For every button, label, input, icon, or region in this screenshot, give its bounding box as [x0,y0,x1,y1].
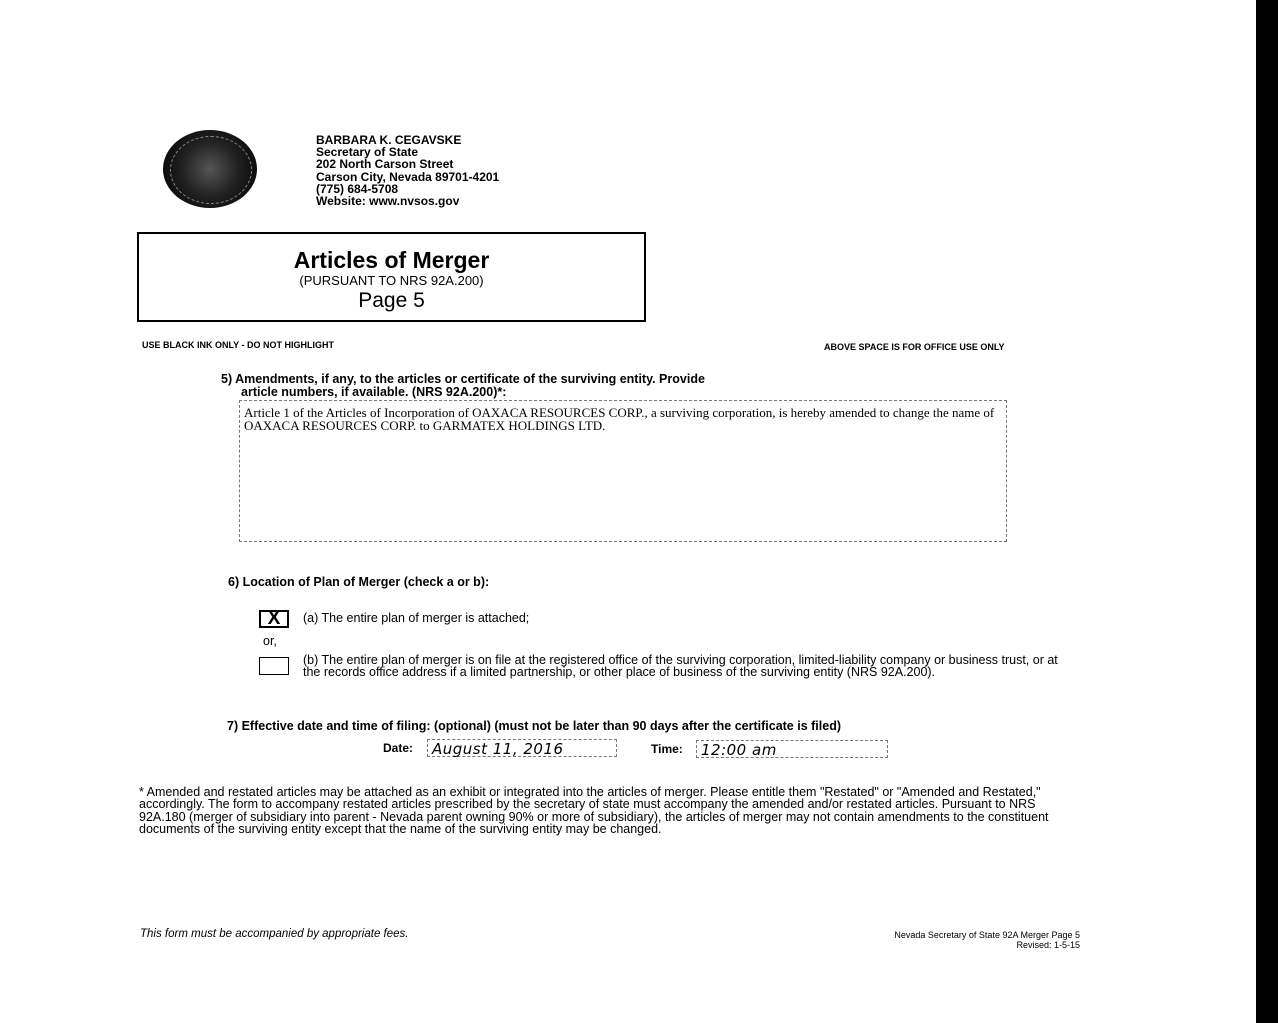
seal-ring [170,136,252,204]
form-title: Articles of Merger [293,247,490,273]
amendments-field[interactable] [239,400,1007,542]
option-b-label: (b) The entire plan of merger is on file at the registered office of the surviving corporation, limited-liability company or business trust, or at the records office address if a limited partnership, or other place of business of the surviving entity (NRS 92A.200). [303,653,1058,679]
revised-date: Revised: 1-5-15 [1016,940,1080,950]
street-address: 202 North Carson Street [316,157,454,172]
check-x-icon: X [267,608,281,629]
option-b-checkbox[interactable] [259,657,289,675]
office-header [316,134,499,207]
option-a-checkbox[interactable] [259,610,289,628]
time-field[interactable] [696,740,888,758]
date-value: August 11, 2016 [432,740,564,758]
date-field[interactable] [427,739,617,757]
office-use-note: ABOVE SPACE IS FOR OFFICE USE ONLY [824,342,1005,352]
option-a-label: (a) The entire plan of merger is attached; [303,611,530,625]
time-label: Time: [651,742,683,756]
fees-note: This form must be accompanied by appropriate fees. [140,928,409,940]
title-box [137,232,646,322]
phone-number: (775) 684-5708 [316,181,399,196]
time-value: 12:00 am [701,741,777,759]
section-7-heading: 7) Effective date and time of filing: (optional) (must not be later than 90 days after the certificate is filed) [227,719,841,733]
ink-note: USE BLACK INK ONLY - DO NOT HIGHLIGHT [142,340,335,350]
secretary-name: BARBARA K. CEGAVSKE [316,133,462,147]
footnote: * Amended and restated articles may be attached as an exhibit or integrated into the articles of merger. Please entitle them "Restated" or "Amended and Restated," accordingly. The form to accompany restated articles prescribed by the secretary of state must accompany the amended and/or restated articles. Pursuant to NRS 92A.180 (merger of subsidiary into parent - Nevada parent owning 90% or more of subsidiary), the articles of merger may not contain amendments to the constituent documents of the surviving entity except that the name of the surviving entity may be changed. [139,785,1049,837]
section-5-heading-line2: article numbers, if available. (NRS 92A.200)*: [241,385,507,399]
form-page: Page 5 [358,289,425,312]
date-label: Date: [383,741,414,755]
form-footer [800,930,1080,950]
section-5-heading [221,373,705,399]
office-title: Secretary of State [316,145,419,160]
amendments-text: Article 1 of the Articles of Incorporation of OAXACA RESOURCES CORP., a surviving corporation, is hereby amended to change the name of OAXACA RESOURCES CORP. to GARMATEX HOLDINGS LTD. [244,405,995,433]
form-statute: (PURSUANT TO NRS 92A.200) [299,273,484,288]
scan-edge [1256,0,1278,1023]
section-6-heading: 6) Location of Plan of Merger (check a or b): [228,575,490,589]
section-5-heading-line1: 5) Amendments, if any, to the articles or certificate of the surviving entity. Provide [221,372,705,386]
or-label: or, [263,634,277,648]
form-id: Nevada Secretary of State 92A Merger Page 5 [894,930,1080,940]
city-address: Carson City, Nevada 89701-4201 [316,169,500,184]
website: Website: www.nvsos.gov [316,194,460,209]
